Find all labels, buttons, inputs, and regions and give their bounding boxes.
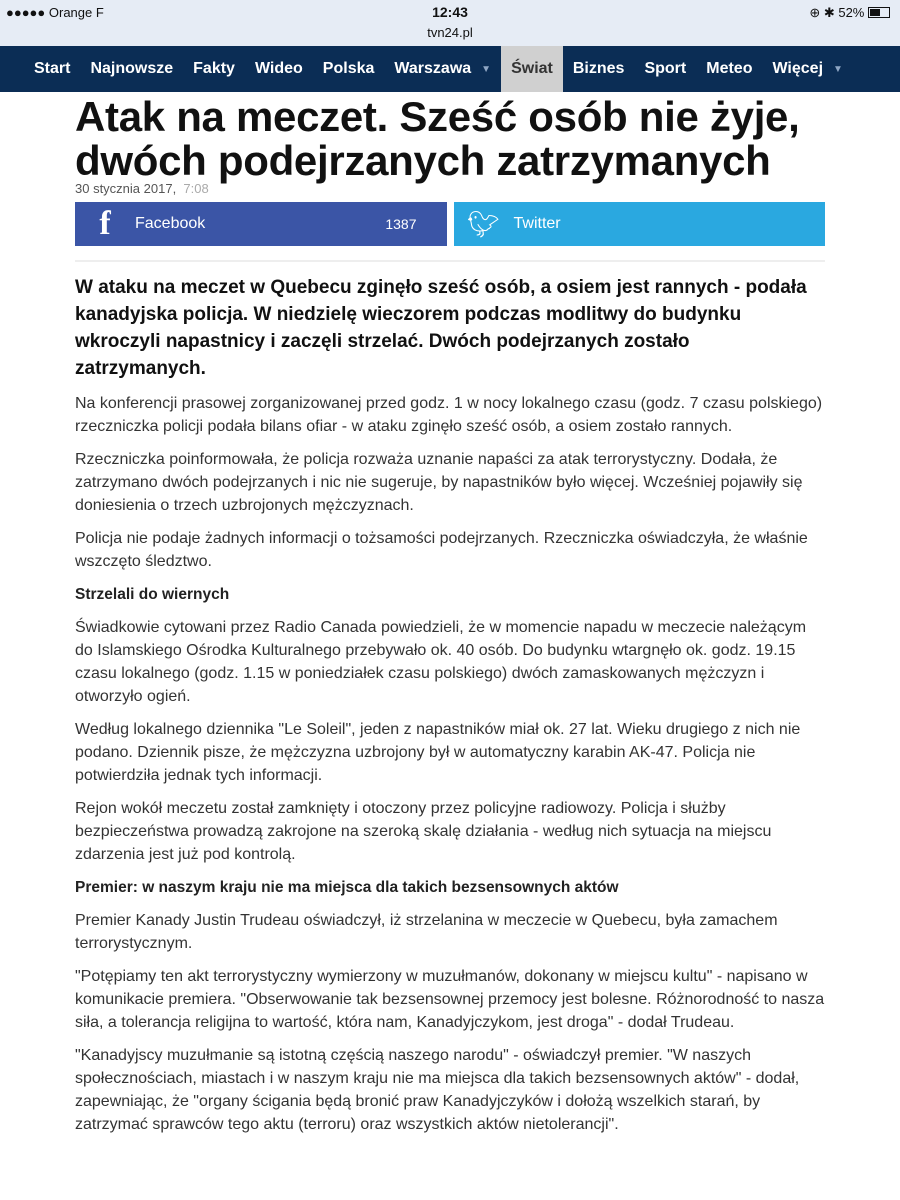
battery-icon	[868, 7, 890, 18]
paragraph: "Potępiamy ten akt terrorystyczny wymierzony w muzułmanów, dokonany w miejscu kultu" - napisano w komunikacie premiera. "Obserwowanie tak bezsensownej przemocy jest bolesne. Różnorodność to nasza siła, a tolerancja religijna to wartość, która nam, Kanadyjczykom, jest droga" - dodał Trudeau.	[75, 968, 825, 1031]
nav-polska[interactable]: Polska	[322, 60, 375, 77]
divider	[75, 260, 825, 262]
nav-meteo[interactable]: Meteo	[706, 60, 753, 77]
clock: 12:43	[432, 4, 468, 20]
section-heading: Premier: w naszym kraju nie ma miejsca dla takich bezsensownych aktów	[75, 879, 619, 896]
dropdown-arrow-icon: ▼	[833, 63, 843, 75]
battery-percent: 52%	[838, 5, 865, 20]
paragraph: Policja nie podaje żadnych informacji o tożsamości podejrzanych. Rzeczniczka oświadczyła, że właśnie wszczęto śledztwo.	[75, 530, 808, 570]
paragraph: "Kanadyjscy muzułmanie są istotną częścią naszego narodu" - oświadczył premier. "W naszych społecznościach, miastach i w naszym kraju nie ma miejsca dla takich bezsensownych aktów" - dodał, zapewniając, że "organy ścigania będą bronić praw Kanadyjczyków i dołożą wszelkich starań, by zatrzymać sprawców tego aktu (terroru) oraz wszystkich aktów nietolerancji".	[75, 1047, 800, 1133]
twitter-icon: 🐦︎	[466, 208, 500, 239]
nav-najnowsze[interactable]: Najnowsze	[90, 60, 174, 77]
facebook-label: Facebook	[135, 215, 206, 232]
nav-sport[interactable]: Sport	[644, 60, 687, 77]
time: 7:08	[183, 181, 209, 196]
section-heading: Strzelali do wiernych	[75, 586, 230, 603]
dropdown-arrow-icon: ▼	[481, 63, 492, 75]
nav-swiat[interactable]: Świat	[501, 46, 563, 92]
paragraph: Według lokalnego dziennika "Le Soleil", jeden z napastników miał ok. 27 lat. Wieku drugiego z nich nie podano. Dziennik pisze, że mężczyzna uzbrojony był w automatyczny karabin AK-47. Policja nie potwierdziła jednak tych informacji.	[75, 721, 801, 784]
twitter-share-button[interactable]	[454, 202, 826, 246]
carrier: ●●●●● Orange F	[6, 5, 104, 20]
paragraph: Świadkowie cytowani przez Radio Canada powiedzieli, że w momencie napadu w meczecie należącym do Islamskiego Ośrodka Kulturalnego przebywało ok. 40 osób. Do budynku wtargnęło ok. godz. 19.15 czasu lokalnego (godz. 1.15 w poniedziałek czasu polskiego) dwóch zamaskowanych mężczyzn i otworzyło ogień.	[75, 619, 807, 705]
article-lead: W ataku na meczet w Quebecu zginęło sześć osób, a osiem jest rannych - podała kanadyjska policja. W niedzielę wieczorem podczas modlitwy do budynku wkroczyli napastnicy i zaczęli strzelać. Dwóch podejrzanych zostało zatrzymanych.	[75, 277, 807, 379]
paragraph: Rejon wokół meczetu został zamknięty i otoczony przez policyjne radiowozy. Policja i służby bezpieczeństwa prowadzą zakrojone na szeroką skalę działania - według nich sytuacja na miejscu zdarzenia jest już pod kontrolą.	[75, 800, 772, 863]
article-title: Atak na meczet. Sześć osób nie żyje, dwóch podejrzanych zatrzymanych	[75, 93, 800, 184]
url-bar[interactable]: tvn24.pl	[427, 25, 473, 40]
article	[0, 95, 900, 1136]
paragraph: Premier Kanady Justin Trudeau oświadczył, iż strzelanina w meczecie w Quebecu, była zamachem terrorystycznym.	[75, 912, 778, 952]
nav-start[interactable]: Start	[34, 60, 71, 77]
nav-biznes[interactable]: Biznes	[572, 60, 625, 77]
facebook-count: 1387	[385, 216, 417, 232]
nav-fakty[interactable]: Fakty	[193, 60, 235, 77]
share-bar	[75, 202, 825, 246]
twitter-label: Twitter	[513, 215, 561, 232]
status-bar	[0, 0, 900, 46]
paragraph: Rzeczniczka poinformowała, że policja rozważa uznanie napaści za atak terrorystyczny. Dodała, że zatrzymano dwóch podejrzanych i nic nie sugeruje, by napastników było więcej. Wcześniej pojawiły się doniesienia o trzech uzbrojonych mężczyznach.	[75, 451, 803, 514]
nav-label: Warszawa	[394, 60, 472, 77]
nav-label: Więcej	[772, 60, 824, 77]
nav-wiecej[interactable]	[762, 46, 852, 92]
facebook-icon: f	[99, 205, 111, 242]
paragraph: Na konferencji prasowej zorganizowanej przed godz. 1 w nocy lokalnego czasu (godz. 7 czasu polskiego) rzeczniczka policji podała bilans ofiar - w ataku zginęło sześć osób, a osiem zostało rannych.	[75, 395, 823, 435]
nav-warszawa[interactable]	[384, 46, 501, 92]
main-nav	[0, 46, 900, 92]
nav-wideo[interactable]: Wideo	[254, 60, 303, 77]
battery-status: ⊕ ✱ 52%	[809, 5, 890, 21]
facebook-share-button[interactable]	[75, 202, 447, 246]
date: 30 stycznia 2017,	[75, 181, 177, 196]
